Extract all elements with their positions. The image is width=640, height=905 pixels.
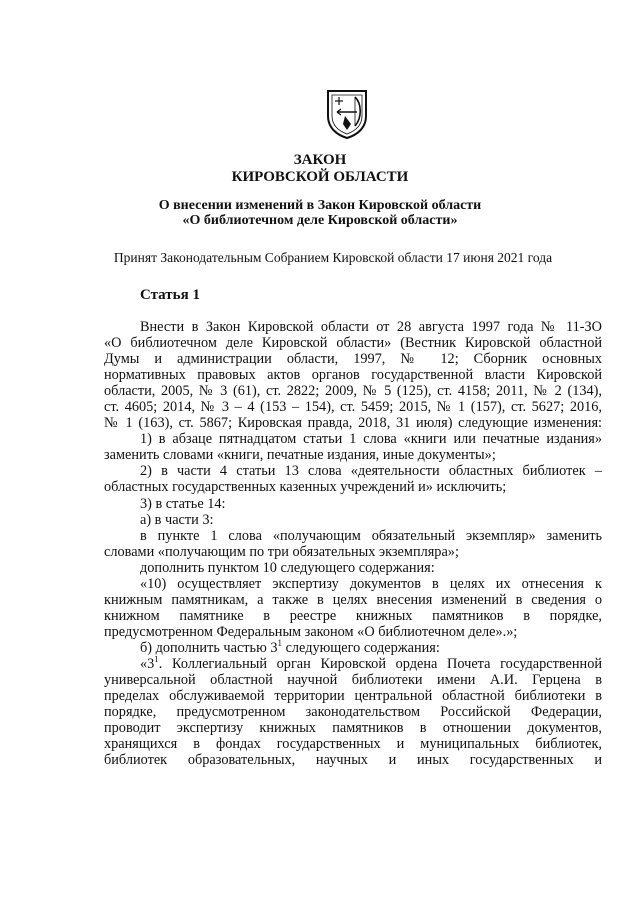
adoption-note: Принят Законодательным Собранием Кировской области 17 июня 2021 года [113,250,553,265]
text-line: библиотек образовательных, научных и иных государственных и [104,752,602,769]
text-line: «10) осуществляет экспертизу документов в целях их отнесения к [140,575,602,592]
text-fragment: «3 [140,655,155,672]
text-line: проводит экспертизу книжных памятников в отношении документов, [104,720,602,737]
law-subject-line-1: О внесении изменений в Закон Кировской области [158,198,482,213]
text-line: словами «получающим по три обязательных экземпляра»; [104,543,459,560]
text-line: областных государственных казенных учреждений и» исключить; [104,479,507,496]
text-fragment: б) дополнить частью 3 [140,639,278,656]
text-line: ст. 4605; 2014, № 3 – 4 (153 – 154), ст. 5459; 2015, № 1 (157), ст. 5627; 2016, [104,399,602,416]
superscript: 1 [277,638,282,649]
text-line: а) в части 3: [140,511,214,528]
text-line: «О библиотечном деле Кировской области» (Вестник Кировской областной [104,335,602,352]
text-line: 1) в абзаце пятнадцатом статьи 1 слова «книги или печатные издания» [140,431,602,448]
text-line: книжном памятнике в реестре книжных памятников в порядке, [104,607,602,624]
superscript: 1 [154,655,159,665]
text-line: нормативных правовых актов органов государственной власти Кировской [104,367,602,384]
article-body [104,319,602,768]
text-line: пределах обслуживаемой территории центральной областной библиотеки в [104,688,602,705]
text-line: книжным памятникам, а также в целях внесения изменений в сведения о [104,591,602,608]
text-line: Внести в Закон Кировской области от 28 августа 1997 года № 11-ЗО [140,319,602,335]
text-line: Думы и администрации области, 1997, № 12; Сборник основных [104,351,602,368]
text-line: заменить словами «книги, печатные издания, иные документы»; [104,447,496,464]
text-line: хранящихся в фондах государственных и муниципальных библиотек, [104,736,602,753]
law-title: ЗАКОН [293,152,347,168]
region-title: КИРОВСКОЙ ОБЛАСТИ [231,169,409,185]
text-line: № 1 (163), ст. 5867; Кировская правда, 2018, 31 июля) следующие изменения: [104,415,602,432]
text-line [104,640,602,656]
text-line: 2) в части 4 статьи 13 слова «деятельности областных библиотек – [140,463,602,480]
law-subject-line-2: «О библиотечном деле Кировской области» [182,213,458,228]
text-line: 3) в статье 14: [140,495,226,512]
text-line: в пункте 1 слова «получающим обязательный экземпляр» заменить [140,527,602,544]
text-line: дополнить пунктом 10 следующего содержания: [140,559,435,576]
text-line [104,656,602,672]
text-line: порядке, предусмотренном законодательством Российской Федерации, [104,704,602,721]
text-line: предусмотренном Федеральным законом «О библиотечном деле».»; [104,623,518,640]
text-line: универсальной областной научной библиотеки имени А.И. Герцена в [104,672,602,689]
kirov-coat-of-arms-icon [325,88,369,140]
text-fragment: следующего содержания: [285,639,440,656]
text-line: области, 2005, № 3 (61), ст. 2822; 2009, № 5 (125), ст. 4158; 2011, № 2 (134), [104,383,602,400]
article-heading: Статья 1 [140,287,200,303]
text-fragment: . Коллегиальный орган Кировской ордена Почета государственной [158,655,602,672]
